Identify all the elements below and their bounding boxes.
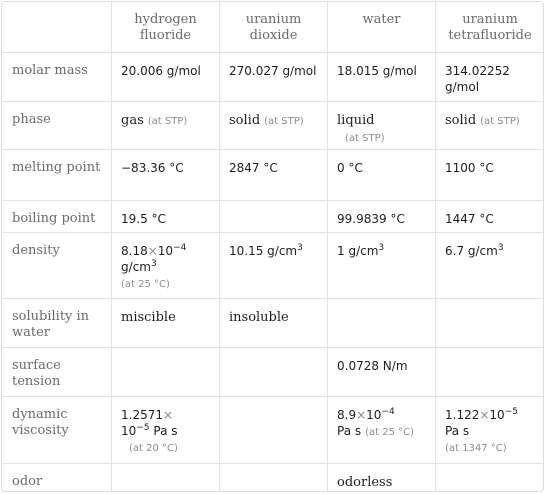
cell-odor-water bbox=[328, 464, 436, 493]
column-header-water: water bbox=[328, 2, 436, 53]
density-exponent: −4 bbox=[173, 243, 187, 253]
header-row bbox=[2, 2, 545, 53]
cell-melting-point-hf: −83.36 °C bbox=[112, 150, 220, 201]
cell-viscosity-hf bbox=[112, 397, 220, 464]
row-label-surface-tension: surface tension bbox=[2, 348, 112, 397]
phase-value: gas bbox=[121, 113, 144, 128]
column-header-uranium-dioxide: uranium dioxide bbox=[220, 2, 328, 53]
column-header-uranium-tetrafluoride: uranium tetrafluoride bbox=[436, 2, 545, 53]
viscosity-condition: (at 25 °C) bbox=[365, 427, 415, 438]
cell-boiling-point-uo2 bbox=[220, 201, 328, 233]
row-melting-point bbox=[2, 150, 545, 201]
viscosity-unit: Pa s bbox=[149, 424, 178, 438]
cell-boiling-point-water: 99.9839 °C bbox=[328, 201, 436, 233]
viscosity-mantissa: 1.122 bbox=[445, 408, 480, 422]
times-sign: × bbox=[163, 408, 174, 422]
cell-solubility-uf4 bbox=[436, 299, 545, 348]
viscosity-unit: Pa s bbox=[445, 424, 470, 438]
phase-condition: (at STP) bbox=[345, 133, 385, 144]
cell-phase-uo2 bbox=[220, 102, 328, 150]
cell-molar-mass-uo2: 270.027 g/mol bbox=[220, 53, 328, 102]
row-label-molar-mass: molar mass bbox=[2, 53, 112, 102]
density-unit-exponent: 3 bbox=[150, 259, 157, 269]
cell-odor-hf bbox=[112, 464, 220, 493]
phase-value: liquid bbox=[337, 113, 375, 128]
viscosity-exponent: −5 bbox=[136, 423, 150, 433]
cell-phase-hf bbox=[112, 102, 220, 150]
row-odor bbox=[2, 464, 545, 493]
row-surface-tension bbox=[2, 348, 545, 397]
times-sign: × bbox=[356, 408, 367, 422]
cell-phase-uf4 bbox=[436, 102, 545, 150]
viscosity-base: 10 bbox=[366, 408, 382, 422]
row-label-density: density bbox=[2, 233, 112, 299]
times-sign: × bbox=[479, 408, 490, 422]
density-value: 1 g/cm bbox=[337, 244, 379, 258]
cell-solubility-hf bbox=[112, 299, 220, 348]
viscosity-condition: (at 1347 °C) bbox=[445, 443, 507, 454]
cell-viscosity-uf4 bbox=[436, 397, 545, 464]
cell-odor-uf4 bbox=[436, 464, 545, 493]
row-boiling-point bbox=[2, 201, 545, 233]
row-label-boiling-point: boiling point bbox=[2, 201, 112, 233]
cell-surface-tension-uo2 bbox=[220, 348, 328, 397]
odor-value: odorless bbox=[337, 475, 393, 490]
cell-viscosity-water bbox=[328, 397, 436, 464]
density-condition: (at 25 °C) bbox=[121, 279, 170, 290]
cell-molar-mass-hf: 20.006 g/mol bbox=[112, 53, 220, 102]
cell-solubility-uo2 bbox=[220, 299, 328, 348]
density-base: 10 bbox=[157, 244, 174, 258]
phase-condition: (at STP) bbox=[147, 116, 188, 127]
row-label-solubility: solubility in water bbox=[2, 299, 112, 348]
viscosity-unit: Pa s bbox=[337, 424, 362, 438]
viscosity-base: 10 bbox=[489, 408, 505, 422]
cell-molar-mass-uf4: 314.02252 g/mol bbox=[436, 53, 545, 102]
row-label-odor: odor bbox=[2, 464, 112, 493]
cell-boiling-point-hf: 19.5 °C bbox=[112, 201, 220, 233]
properties-table-frame bbox=[1, 1, 544, 492]
density-unit-exponent: 3 bbox=[378, 243, 385, 253]
phase-value: solid bbox=[445, 113, 477, 128]
cell-surface-tension-hf bbox=[112, 348, 220, 397]
solubility-value: insoluble bbox=[229, 310, 289, 325]
cell-melting-point-uo2: 2847 °C bbox=[220, 150, 328, 201]
row-phase bbox=[2, 102, 545, 150]
corner-cell bbox=[2, 2, 112, 53]
viscosity-base: 10 bbox=[121, 424, 137, 438]
phase-condition: (at STP) bbox=[480, 116, 520, 127]
cell-surface-tension-water: 0.0728 N/m bbox=[328, 348, 436, 397]
cell-density-hf bbox=[112, 233, 220, 299]
cell-molar-mass-water: 18.015 g/mol bbox=[328, 53, 436, 102]
viscosity-condition: (at 20 °C) bbox=[129, 443, 178, 454]
phase-value: solid bbox=[229, 113, 261, 128]
density-value: 10.15 g/cm bbox=[229, 244, 298, 258]
cell-viscosity-uo2 bbox=[220, 397, 328, 464]
density-mantissa: 8.18 bbox=[121, 244, 148, 258]
phase-condition: (at STP) bbox=[264, 116, 304, 127]
row-label-phase: phase bbox=[2, 102, 112, 150]
column-header-hydrogen-fluoride: hydrogen fluoride bbox=[112, 2, 220, 53]
viscosity-mantissa: 1.2571 bbox=[121, 408, 163, 422]
row-molar-mass bbox=[2, 53, 545, 102]
cell-melting-point-water: 0 °C bbox=[328, 150, 436, 201]
viscosity-exponent: −5 bbox=[504, 407, 518, 417]
solubility-value: miscible bbox=[121, 310, 176, 325]
cell-melting-point-uf4: 1100 °C bbox=[436, 150, 545, 201]
density-unit-exponent: 3 bbox=[297, 243, 303, 253]
cell-surface-tension-uf4 bbox=[436, 348, 545, 397]
times-sign: × bbox=[147, 244, 158, 258]
cell-density-uf4 bbox=[436, 233, 545, 299]
density-unit: g/cm bbox=[121, 260, 151, 274]
cell-phase-water bbox=[328, 102, 436, 150]
row-label-dynamic-viscosity: dynamic viscosity bbox=[2, 397, 112, 464]
viscosity-mantissa: 8.9 bbox=[337, 408, 357, 422]
row-density bbox=[2, 233, 545, 299]
density-value: 6.7 g/cm bbox=[445, 244, 498, 258]
row-label-melting-point: melting point bbox=[2, 150, 112, 201]
cell-boiling-point-uf4: 1447 °C bbox=[436, 201, 545, 233]
viscosity-exponent: −4 bbox=[381, 407, 395, 417]
row-solubility bbox=[2, 299, 545, 348]
density-unit-exponent: 3 bbox=[497, 243, 504, 253]
row-dynamic-viscosity bbox=[2, 397, 545, 464]
cell-density-water bbox=[328, 233, 436, 299]
cell-odor-uo2 bbox=[220, 464, 328, 493]
cell-density-uo2 bbox=[220, 233, 328, 299]
properties-table bbox=[1, 1, 544, 492]
cell-solubility-water bbox=[328, 299, 436, 348]
